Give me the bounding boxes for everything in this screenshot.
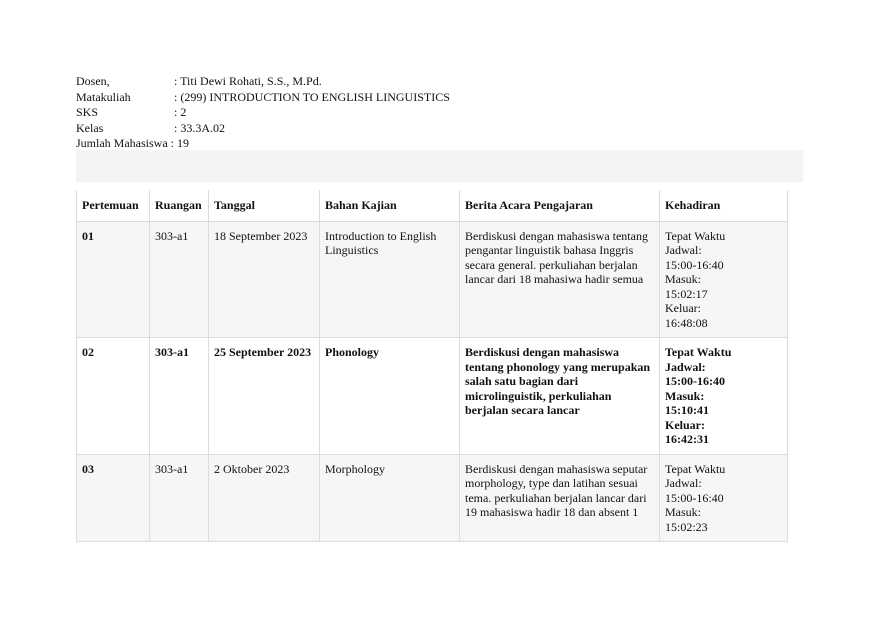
cell-bahan: Introduction to English Linguistics bbox=[320, 221, 460, 338]
kehadiran-line: 15:00-16:40 bbox=[665, 490, 724, 505]
cell-pertemuan: 01 bbox=[77, 221, 150, 338]
table-row bbox=[77, 221, 788, 338]
kehadiran-line: 15:00-16:40 bbox=[665, 374, 725, 388]
table-header-row bbox=[77, 190, 788, 221]
kehadiran-line: Jadwal: bbox=[665, 243, 702, 257]
header-band bbox=[76, 150, 803, 182]
column-header: Berita Acara Pengajaran bbox=[460, 190, 660, 221]
cell-pertemuan: 03 bbox=[77, 454, 150, 542]
info-label: Matakuliah bbox=[76, 89, 131, 104]
attendance-table bbox=[76, 190, 788, 542]
cell-ruangan: 303-a1 bbox=[150, 338, 209, 455]
cell-tanggal: 2 Oktober 2023 bbox=[209, 454, 320, 542]
kehadiran-line: Masuk: bbox=[665, 272, 701, 286]
cell-tanggal: 25 September 2023 bbox=[209, 338, 320, 455]
info-row-kelas bbox=[76, 121, 450, 137]
column-header: Ruangan bbox=[150, 190, 209, 221]
cell-berita: Berdiskusi dengan mahasiswa seputar morphology, type dan latihan sesuai tema. perkuliahan berjalan lancar dari 19 mahasiswa hadir 18 dan absent 1 bbox=[460, 454, 660, 542]
kehadiran-line: Jadwal: bbox=[665, 359, 706, 374]
cell-bahan: Phonology bbox=[320, 338, 460, 455]
kehadiran-line: Tepat Waktu bbox=[665, 461, 726, 476]
kehadiran-line: Tepat Waktu bbox=[665, 345, 732, 359]
table-row bbox=[77, 338, 788, 455]
info-value: : 19 bbox=[170, 136, 189, 151]
cell-ruangan: 303-a1 bbox=[150, 221, 209, 338]
cell-kehadiran bbox=[660, 221, 788, 338]
info-row-sks bbox=[76, 105, 450, 121]
cell-kehadiran bbox=[660, 454, 788, 542]
column-header: Kehadiran bbox=[660, 190, 788, 221]
kehadiran-line: 15:02:17 bbox=[665, 286, 708, 301]
cell-kehadiran bbox=[660, 338, 788, 455]
column-header: Pertemuan bbox=[77, 190, 150, 221]
kehadiran-line: Tepat Waktu bbox=[665, 228, 726, 243]
cell-tanggal: 18 September 2023 bbox=[209, 221, 320, 338]
cell-ruangan: 303-a1 bbox=[150, 454, 209, 542]
kehadiran-line: 16:42:31 bbox=[665, 432, 709, 446]
table-row bbox=[77, 454, 788, 542]
info-label: Jumlah Mahasiswa bbox=[76, 136, 168, 151]
course-info bbox=[76, 74, 450, 152]
kehadiran-line: 15:02:23 bbox=[665, 519, 708, 534]
info-value: : (299) INTRODUCTION TO ENGLISH LINGUISTICS bbox=[174, 89, 450, 104]
info-value: : Titi Dewi Rohati, S.S., M.Pd. bbox=[174, 74, 322, 88]
cell-berita: Berdiskusi dengan mahasiswa tentang phonology yang merupakan salah satu bagian dari microlinguistik, perkuliahan berjalan secara lancar bbox=[460, 338, 660, 455]
info-row-dosen bbox=[76, 74, 450, 90]
cell-pertemuan: 02 bbox=[77, 338, 150, 455]
kehadiran-line: 15:10:41 bbox=[665, 403, 709, 417]
kehadiran-line: 15:00-16:40 bbox=[665, 257, 724, 272]
info-row-matakuliah bbox=[76, 90, 450, 106]
kehadiran-line: Masuk: bbox=[665, 505, 701, 519]
kehadiran-line: Masuk: bbox=[665, 388, 705, 403]
info-label: Kelas bbox=[76, 120, 104, 135]
column-header: Tanggal bbox=[209, 190, 320, 221]
info-value: : 33.3A.02 bbox=[174, 120, 225, 135]
kehadiran-line: 16:48:08 bbox=[665, 315, 708, 330]
info-value: : 2 bbox=[174, 105, 187, 120]
cell-bahan: Morphology bbox=[320, 454, 460, 542]
kehadiran-line: Keluar: bbox=[665, 417, 705, 432]
kehadiran-line: Keluar: bbox=[665, 301, 701, 315]
info-label: Dosen, bbox=[76, 74, 110, 88]
kehadiran-line: Jadwal: bbox=[665, 476, 702, 490]
column-header: Bahan Kajian bbox=[320, 190, 460, 221]
cell-berita: Berdiskusi dengan mahasiswa tentang pengantar linguistik bahasa Inggris secara general. perkuliahan berjalan lancar dari 18 mahasiwa hadir semua bbox=[460, 221, 660, 338]
info-label: SKS bbox=[76, 105, 99, 120]
